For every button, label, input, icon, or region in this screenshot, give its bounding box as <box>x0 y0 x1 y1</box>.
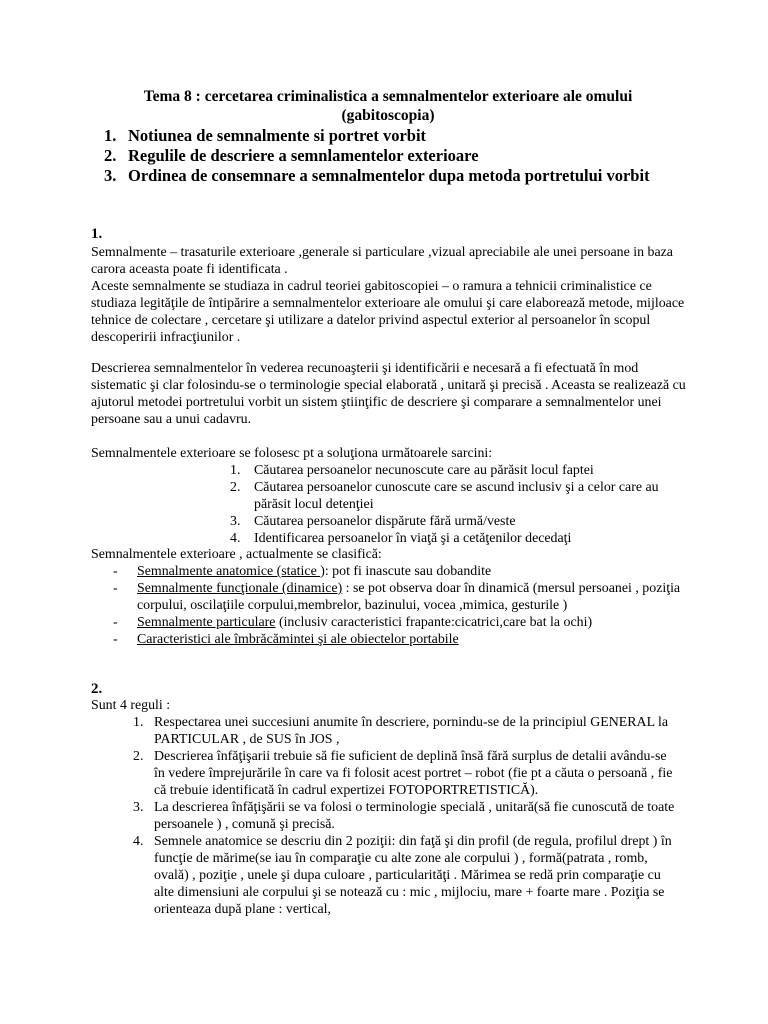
list-item <box>91 631 691 648</box>
section-2-heading: 2. <box>91 681 103 697</box>
toc-item <box>104 146 664 166</box>
class-description: ): pot fi inascute sau dobandite <box>320 564 492 579</box>
title-line-1: Tema 8 : cercetarea criminalistica a semnalmentelor exterioare ale omului <box>143 88 633 105</box>
list-item <box>230 530 690 547</box>
item-number: 4. <box>230 531 241 546</box>
item-number: 3. <box>230 514 241 529</box>
list-item <box>230 513 690 530</box>
list-item <box>91 580 691 614</box>
dash-bullet: - <box>113 615 118 630</box>
toc-text: Notiunea de semnalmente si portret vorbit <box>128 126 427 145</box>
rules-list <box>133 714 678 918</box>
toc-item <box>104 166 664 186</box>
list-item <box>91 563 691 580</box>
item-number: 2. <box>230 480 241 495</box>
class-term: Semnalmente particulare <box>137 615 276 630</box>
rules-intro: Sunt 4 reguli : <box>91 698 171 713</box>
item-text: Semnele anatomice se descriu din 2 poziţii: din faţă şi din profil (de regula, profilul drept ) în funcţie de mărime(se iau în comparaţie cu alte zone ale corpului ) , formă(patrata , romb, ovală) , poziţie , unele şi dupa culoare , particularităţi . Mărimea se redă prin comparaţie cu alte dimensiuni ale corpului şi se notează cu : mic , mijlociu, mare + foarte mare . Poziţia se orienteaza după plane : vertical, <box>154 834 672 917</box>
classification-list <box>91 563 691 648</box>
item-number: 1. <box>133 715 144 730</box>
document-title <box>88 87 688 125</box>
section-1-para-3: Descrierea semnalmentelor în vederea recunoaşterii şi identificării e necesară a fi efectuată în mod sistematic şi clar folosindu-se o terminologie special elaborată , unitară şi precisă . Aceasta se realizează cu ajutorul metodei portretului vorbit un sistem ştiinţific de descriere şi comparare a semnalmentelor unei persoane sau a unui cadavru. <box>91 361 686 427</box>
item-text: Respectarea unei succesiuni anumite în descriere, pornindu-se de la principiul GENERAL la PARTICULAR , de SUS în JOS , <box>154 715 669 747</box>
item-number: 1. <box>230 463 241 478</box>
class-description: (inclusiv caracteristici frapante:cicatrici,care bat la ochi) <box>275 615 593 630</box>
item-text: La descrierea înfăţişării se va folosi o terminologie specială , unitară(să fie cunoscută de toate persoanele ) , comună şi precisă. <box>154 800 675 832</box>
list-item <box>133 799 678 833</box>
item-number: 4. <box>133 834 144 849</box>
section-1-heading: 1. <box>91 226 103 242</box>
class-term: Semnalmente funcţionale (dinamice) <box>137 581 343 596</box>
toc-item <box>104 126 664 146</box>
section-1-para-1: Semnalmente – trasaturile exterioare ,generale si particulare ,vizual apreciabile ale unei persoane in baza carora aceasta poate fi identificata . <box>91 245 673 277</box>
item-text: Căutarea persoanelor dispărute fără urmă/veste <box>254 514 516 529</box>
section-1-para-2: Aceste semnalmente se studiaza in cadrul teoriei gabitoscopiei – o ramura a tehnicii criminalistice ce studiaza legităţile de întipărire a semnalmentelor exterioare ale omului şi care elaborează metode, mijloace tehnice de colectare , cercetare şi utilizare a datelor privind aspectul exterior al persoanelor în scopul descoperirii infracţiunilor . <box>91 279 685 345</box>
toc-text: Regulile de descriere a semnlamentelor exterioare <box>128 146 479 165</box>
class-description: : se pot observa doar în dinamică (mersul persoanei , poziţia corpului, oscilaţiile corpului,membrelor, bazinului, vocea ,mimica, gesturile ) <box>137 581 681 613</box>
class-term: Caracteristici ale îmbrăcămintei şi ale obiectelor portabile <box>137 632 459 647</box>
dash-bullet: - <box>113 632 118 647</box>
classification-intro: Semnalmentele exterioare , actualmente se clasifică: <box>91 547 382 562</box>
item-number: 2. <box>133 749 144 764</box>
table-of-contents <box>104 126 664 186</box>
dash-bullet: - <box>113 581 118 596</box>
tasks-list <box>230 462 690 547</box>
item-text: Căutarea persoanelor cunoscute care se ascund inclusiv şi a celor care au părăsit locul detenţiei <box>254 480 659 512</box>
title-line-2: (gabitoscopia) <box>341 107 435 124</box>
list-item <box>133 714 678 748</box>
list-item <box>133 833 678 918</box>
dash-bullet: - <box>113 564 118 579</box>
list-item <box>133 748 678 799</box>
toc-text: Ordinea de consemnare a semnalmentelor dupa metoda portretului vorbit <box>128 166 650 185</box>
toc-number: 3. <box>104 166 117 185</box>
toc-number: 2. <box>104 146 117 165</box>
item-number: 3. <box>133 800 144 815</box>
list-item <box>230 462 690 479</box>
list-item <box>91 614 691 631</box>
class-term: Semnalmente anatomice (statice <box>137 564 321 579</box>
toc-number: 1. <box>104 126 117 145</box>
item-text: Căutarea persoanelor necunoscute care au părăsit locul faptei <box>254 463 594 478</box>
tasks-intro: Semnalmentele exterioare se folosesc pt a soluţiona următoarele sarcini: <box>91 446 493 461</box>
item-text: Identificarea persoanelor în viaţă şi a cetăţenilor decedaţi <box>254 531 572 546</box>
list-item <box>230 479 690 513</box>
item-text: Descrierea înfăţişarii trebuie să fie suficient de deplină însă fără surplus de detalii avându-se în vedere împrejurările în care va fi folosit acest portret – robot (fie pt a căuta o persoană , fie că trebuie identificată în cadrul expertizei FOTOPORTRETISTICĂ). <box>154 749 673 798</box>
